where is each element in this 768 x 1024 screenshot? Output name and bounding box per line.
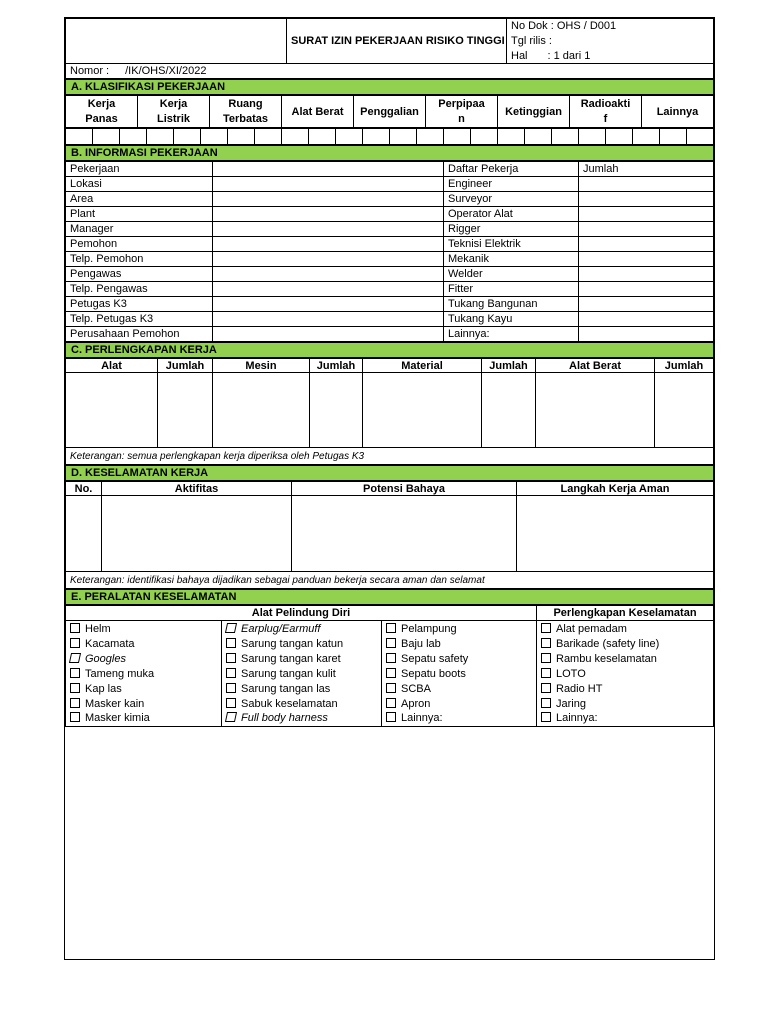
checkbox-icon[interactable] [541, 623, 551, 633]
equipment-table [65, 358, 714, 465]
class-checkbox[interactable] [660, 129, 687, 145]
checkbox-icon[interactable] [386, 668, 396, 678]
ppe-item-label: Baju lab [401, 637, 441, 650]
jumlah-field[interactable] [579, 327, 714, 342]
safety-col-header: No. [66, 482, 102, 496]
class-checkbox[interactable] [390, 129, 417, 145]
checkbox-icon[interactable] [541, 653, 551, 663]
worker-label: Tukang Kayu [444, 312, 579, 327]
nomor-value: /IK/OHS/XI/2022 [125, 65, 207, 77]
ppe-item[interactable] [382, 666, 537, 681]
class-checkbox[interactable] [633, 129, 660, 145]
info-table [65, 161, 714, 342]
ppe-item[interactable] [66, 621, 222, 636]
equip-col-header: Material [363, 359, 482, 373]
ppe-item-label: Helm [85, 622, 111, 635]
section-b-title: B. INFORMASI PEKERJAAN [66, 146, 714, 161]
checkbox-icon[interactable] [226, 638, 236, 648]
ppe-item[interactable] [382, 681, 537, 696]
ppe-item[interactable] [222, 651, 382, 666]
ppe-item[interactable] [537, 636, 714, 651]
ppe-item-label: Kap las [85, 682, 122, 695]
worker-label: Surveyor [444, 192, 579, 207]
ppe-item-label: Lainnya: [556, 712, 598, 725]
classification-checkboxes [65, 128, 714, 145]
ppe-item-label: Barikade (safety line) [556, 637, 660, 650]
info-label: Pekerjaan [66, 162, 213, 177]
ppe-item[interactable] [222, 666, 382, 681]
ppe-item-label: Sabuk keselamatan [241, 697, 338, 710]
safety-cell[interactable] [102, 496, 292, 572]
equip-cell[interactable] [655, 373, 714, 448]
ppe-item[interactable] [66, 666, 222, 681]
worker-label: Daftar Pekerja [444, 162, 579, 177]
class-checkbox[interactable] [687, 129, 714, 145]
checkbox-icon[interactable] [386, 712, 396, 722]
section-d-title: D. KESELAMATAN KERJA [66, 466, 714, 481]
doc-number: No Dok : OHS / D001 [507, 19, 714, 34]
checkbox-icon[interactable] [70, 683, 80, 693]
ppe-item[interactable] [66, 696, 222, 711]
equip-col-header: Mesin [213, 359, 310, 373]
ppe-item[interactable] [537, 696, 714, 711]
checkbox-icon[interactable] [70, 712, 80, 722]
ppe-item-label: Alat pemadam [556, 622, 627, 635]
class-heading: Perpipaa n [426, 96, 498, 128]
class-checkbox[interactable] [471, 129, 498, 145]
equip-cell[interactable] [66, 373, 158, 448]
jumlah-label: Jumlah [579, 162, 714, 177]
equip-cell[interactable] [536, 373, 655, 448]
checkbox-icon[interactable] [386, 683, 396, 693]
ppe-item[interactable] [537, 651, 714, 666]
equip-cell[interactable] [213, 373, 310, 448]
ppe-item-label: Masker kimia [85, 712, 150, 725]
ppe-item[interactable] [537, 621, 714, 636]
info-label: Telp. Petugas K3 [66, 312, 213, 327]
nomor-row: Nomor : /IK/OHS/XI/2022 [66, 64, 714, 79]
class-checkbox[interactable] [444, 129, 471, 145]
info-value-field[interactable] [213, 312, 444, 327]
worker-label: Tukang Bangunan [444, 297, 579, 312]
section-e [65, 589, 714, 605]
info-label: Perusahaan Pemohon [66, 327, 213, 342]
ppe-item[interactable] [382, 621, 537, 636]
safety-cell[interactable] [292, 496, 517, 572]
info-value-field[interactable] [213, 267, 444, 282]
worker-label: Mekanik [444, 252, 579, 267]
class-heading: Penggalian [354, 96, 426, 128]
equip-cell[interactable] [482, 373, 536, 448]
safety-cell[interactable] [517, 496, 714, 572]
class-checkbox[interactable] [552, 129, 579, 145]
checkbox-icon[interactable] [541, 638, 551, 648]
ppe-item-label: Googles [85, 652, 126, 665]
checkbox-icon[interactable] [386, 698, 396, 708]
checkbox-icon[interactable] [541, 668, 551, 678]
class-checkbox[interactable] [363, 129, 390, 145]
jumlah-field[interactable] [579, 312, 714, 327]
ppe-item-label: Sepatu safety [401, 652, 469, 665]
worker-label: Lainnya: [444, 327, 579, 342]
ppe-item[interactable] [222, 621, 382, 636]
equip-col-header: Jumlah [310, 359, 363, 373]
info-value-field[interactable] [213, 282, 444, 297]
worker-label: Operator Alat [444, 207, 579, 222]
checkbox-icon[interactable] [386, 623, 396, 633]
ppe-item[interactable] [537, 681, 714, 696]
ppe-item[interactable] [66, 651, 222, 666]
ppe-item-label: Radio HT [556, 682, 603, 695]
equip-col-header: Alat Berat [536, 359, 655, 373]
worker-label: Rigger [444, 222, 579, 237]
class-checkbox[interactable] [525, 129, 552, 145]
info-value-field[interactable] [213, 207, 444, 222]
equip-col-header: Jumlah [655, 359, 714, 373]
section-c-title: C. PERLENGKAPAN KERJA [66, 343, 714, 358]
ppe-item[interactable] [382, 651, 537, 666]
safety-col-header: Aktifitas [102, 482, 292, 496]
ppe-item[interactable] [222, 681, 382, 696]
class-checkbox[interactable] [336, 129, 363, 145]
info-value-field[interactable] [213, 192, 444, 207]
class-checkbox[interactable] [120, 129, 147, 145]
ppe-item-label: Tameng muka [85, 667, 155, 680]
ppe-item[interactable] [537, 666, 714, 681]
class-heading: Ketinggian [498, 96, 570, 128]
ppe-item-label: LOTO [556, 667, 586, 680]
jumlah-field[interactable] [579, 282, 714, 297]
worker-label: Teknisi Elektrik [444, 237, 579, 252]
equip-note: Keterangan: semua perlengkapan kerja diperiksa oleh Petugas K3 [66, 448, 714, 465]
checkbox-icon[interactable] [70, 698, 80, 708]
ppe-item-label: Sarung tangan las [241, 682, 331, 695]
info-label: Petugas K3 [66, 297, 213, 312]
ppe-item[interactable] [382, 696, 537, 711]
checkbox-icon[interactable] [70, 623, 80, 633]
ppe-item-label: Apron [401, 697, 431, 710]
class-checkbox[interactable] [309, 129, 336, 145]
checkbox-icon[interactable] [70, 638, 80, 648]
safety-cell[interactable] [66, 496, 102, 572]
jumlah-field[interactable] [579, 177, 714, 192]
class-checkbox[interactable] [201, 129, 228, 145]
section-a [65, 79, 714, 95]
checkbox-icon[interactable] [226, 668, 236, 678]
ppe-item[interactable] [382, 636, 537, 651]
section-b [65, 145, 714, 161]
ppe-item-label: Jaring [556, 697, 586, 710]
checkbox-icon[interactable] [226, 653, 236, 663]
checkbox-icon[interactable] [226, 698, 236, 708]
info-value-field[interactable] [213, 222, 444, 237]
perlengkapan-header: Perlengkapan Keselamatan [537, 606, 714, 621]
classification-table [65, 95, 714, 128]
class-checkbox[interactable] [93, 129, 120, 145]
ppe-item-label: Sarung tangan kulit [241, 667, 336, 680]
ppe-item-label: Pelampung [401, 622, 457, 635]
ppe-item-label: Rambu keselamatan [556, 652, 657, 665]
class-checkbox[interactable] [606, 129, 633, 145]
ppe-item[interactable] [382, 711, 537, 726]
safety-col-header: Potensi Bahaya [292, 482, 517, 496]
info-value-field[interactable] [213, 162, 444, 177]
info-label: Area [66, 192, 213, 207]
ppe-items [65, 621, 714, 727]
section-c [65, 342, 714, 358]
info-value-field[interactable] [213, 177, 444, 192]
ppe-item[interactable] [66, 711, 222, 726]
jumlah-field[interactable] [579, 237, 714, 252]
info-value-field[interactable] [213, 237, 444, 252]
ppe-item[interactable] [222, 636, 382, 651]
info-label: Telp. Pengawas [66, 282, 213, 297]
equip-cell[interactable] [310, 373, 363, 448]
form-header [65, 18, 714, 79]
jumlah-field[interactable] [579, 207, 714, 222]
safety-table [65, 481, 714, 589]
class-heading: Kerja Panas [66, 96, 138, 128]
class-heading: Ruang Terbatas [210, 96, 282, 128]
page-count: Hal : 1 dari 1 [507, 49, 714, 64]
class-heading: Lainnya [642, 96, 714, 128]
section-e-title: E. PERALATAN KESELAMATAN [66, 590, 714, 605]
info-label: Pengawas [66, 267, 213, 282]
ppe-item-label: Masker kain [85, 697, 145, 710]
apd-header: Alat Pelindung Diri [66, 606, 537, 621]
safety-col-header: Langkah Kerja Aman [517, 482, 714, 496]
class-checkbox[interactable] [498, 129, 525, 145]
equip-cell[interactable] [158, 373, 213, 448]
release-date: Tgl rilis : [507, 34, 714, 49]
info-label: Plant [66, 207, 213, 222]
worker-label: Engineer [444, 177, 579, 192]
ppe-item-label: Earplug/Earmuff [241, 622, 321, 635]
checkbox-icon[interactable] [386, 653, 396, 663]
equip-col-header: Alat [66, 359, 158, 373]
equip-cell[interactable] [363, 373, 482, 448]
ppe-item-label: SCBA [401, 682, 431, 695]
worker-label: Fitter [444, 282, 579, 297]
class-checkbox[interactable] [66, 129, 93, 145]
ppe-item[interactable] [66, 636, 222, 651]
class-heading: Kerja Listrik [138, 96, 210, 128]
checkbox-icon[interactable] [386, 638, 396, 648]
equip-col-header: Jumlah [158, 359, 213, 373]
checkbox-icon[interactable] [225, 623, 237, 633]
class-checkbox[interactable] [174, 129, 201, 145]
checkbox-icon[interactable] [69, 653, 81, 663]
jumlah-field[interactable] [579, 192, 714, 207]
class-heading: Radioakti f [570, 96, 642, 128]
ppe-item[interactable] [222, 696, 382, 711]
info-value-field[interactable] [213, 252, 444, 267]
ppe-item[interactable] [66, 681, 222, 696]
ppe-table [65, 605, 714, 621]
jumlah-field[interactable] [579, 297, 714, 312]
class-checkbox[interactable] [579, 129, 606, 145]
section-a-title: A. KLASIFIKASI PEKERJAAN [66, 80, 714, 95]
checkbox-icon[interactable] [226, 683, 236, 693]
info-value-field[interactable] [213, 297, 444, 312]
info-label: Manager [66, 222, 213, 237]
jumlah-field[interactable] [579, 252, 714, 267]
checkbox-icon[interactable] [541, 683, 551, 693]
checkbox-icon[interactable] [225, 712, 237, 722]
checkbox-icon[interactable] [70, 668, 80, 678]
ppe-item[interactable] [222, 711, 382, 726]
checkbox-icon[interactable] [541, 698, 551, 708]
jumlah-field[interactable] [579, 222, 714, 237]
ppe-item-label: Lainnya: [401, 712, 443, 725]
ppe-item-label: Sarung tangan karet [241, 652, 341, 665]
class-checkbox[interactable] [228, 129, 255, 145]
info-label: Lokasi [66, 177, 213, 192]
document-title: SURAT IZIN PEKERJAAN RISIKO TINGGI [287, 19, 507, 64]
logo-area [66, 19, 287, 64]
class-checkbox[interactable] [417, 129, 444, 145]
equip-col-header: Jumlah [482, 359, 536, 373]
ppe-item-label: Sepatu boots [401, 667, 466, 680]
section-d [65, 465, 714, 481]
permit-form [64, 17, 715, 960]
class-checkbox[interactable] [147, 129, 174, 145]
checkbox-icon[interactable] [541, 712, 551, 722]
ppe-item-label: Full body harness [241, 712, 328, 725]
info-value-field[interactable] [213, 327, 444, 342]
safety-note: Keterangan: identifikasi bahaya dijadikan sebagai panduan bekerja secara aman dan selamat [66, 572, 714, 589]
class-checkbox[interactable] [282, 129, 309, 145]
ppe-item-label: Sarung tangan katun [241, 637, 344, 650]
class-checkbox[interactable] [255, 129, 282, 145]
jumlah-field[interactable] [579, 267, 714, 282]
worker-label: Welder [444, 267, 579, 282]
ppe-item[interactable] [537, 711, 714, 726]
class-heading: Alat Berat [282, 96, 354, 128]
info-label: Telp. Pemohon [66, 252, 213, 267]
ppe-item-label: Kacamata [85, 637, 135, 650]
info-label: Pemohon [66, 237, 213, 252]
